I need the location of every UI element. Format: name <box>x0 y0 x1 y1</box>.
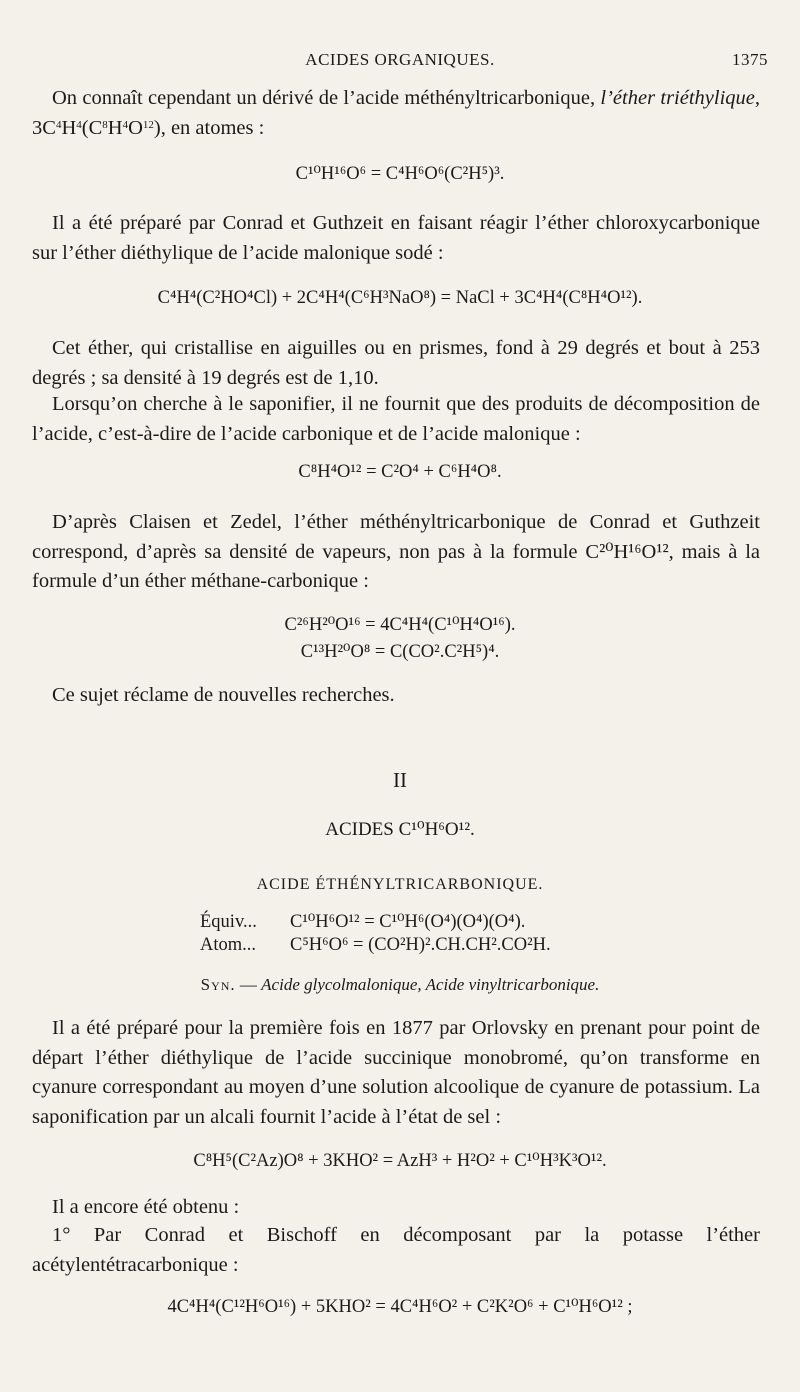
formula-conrad-bischoff: 4C⁴H⁴(C¹²H⁶O¹⁶) + 5KHO² = 4C⁴H⁶O² + C²K²O⁶ + C¹⁰H⁶O¹² ; <box>167 1297 633 1317</box>
paragraph-conrad-bischoff: 1° Par Conrad et Bischoff en décomposant par la potasse l’éther acétylentétracarbonique : <box>32 1224 760 1276</box>
section-numeral: II <box>393 768 407 792</box>
formula-orlovsky: C⁸H⁵(C²Az)O⁸ + 3KHO² = AzH³ + H²O² + C¹⁰H³K³O¹². <box>193 1151 607 1171</box>
paragraph-further-research: Ce sujet réclame de nouvelles recherches. <box>52 684 395 706</box>
formula-triethyl-ether: C¹⁰H¹⁶O⁶ = C⁴H⁶O⁶(C²H⁵)³. <box>295 164 505 184</box>
formula-preparation: C⁴H⁴(C²HO⁴Cl) + 2C⁴H⁴(C⁶H³NaO⁸) = NaCl + 3C⁴H⁴(C⁸H⁴O¹²). <box>157 288 643 308</box>
paragraph-triethyl-ether: On connaît cependant un dérivé de l’acide méthényltricarbonique, l’éther triéthylique, $3C^4H^4(C^8H^4O^{12})$, en atomes : <box>32 87 761 139</box>
formula-methane-carbonic-2: C¹³H²⁰O⁸ = C(CO².C²H⁵)⁴. <box>300 642 500 662</box>
atomic-formula-row: Atom... C⁵H⁶O⁶ = (CO²H)².CH.CH².CO²H. <box>200 935 551 955</box>
page-number: 1375 <box>732 50 768 69</box>
formula-methane-carbonic-1: C²⁶H²⁰O¹⁶ = 4C⁴H⁴(C¹⁰H⁴O¹⁶). <box>284 615 516 635</box>
running-title: ACIDES ORGANIQUES. <box>305 50 495 69</box>
section-heading: ACIDES C¹⁰H⁶O¹². <box>325 819 475 840</box>
paragraph-properties: Cet éther, qui cristallise en aiguilles ou en prismes, fond à 29 degrés et bout à 253 degrés ; sa densité à 19 degrés est de 1,10. <box>32 337 760 389</box>
paragraph-also-obtained: Il a encore été obtenu : <box>52 1196 240 1218</box>
running-header <box>0 50 800 74</box>
paragraph-claisen-zedel: D’après Claisen et Zedel, l’éther méthényltricarbonique de Conrad et Guthzeit correspond, d’après sa densité de vapeurs, non pas à la formule C²⁰H¹⁶O¹², mais à la formule d’un éther méthane-carbonique : <box>32 511 760 592</box>
equivalent-formula-row: Équiv... C¹⁰H⁶O¹² = C¹⁰H⁶(O⁴)(O⁴)(O⁴). <box>200 912 526 932</box>
paragraph-saponification: Lorsqu’on cherche à le saponifier, il ne fournit que des produits de décomposition de l’acide, c’est-à-dire de l’acide carbonique et de l’acide malonique : <box>32 393 760 445</box>
formula-decomposition: C⁸H⁴O¹² = C²O⁴ + C⁶H⁴O⁸. <box>298 462 502 482</box>
paragraph-orlovsky: Il a été préparé pour la première fois en 1877 par Orlovsky en prenant pour point de départ l’éther diéthylique de l’acide succinique monobromé, qu’on transforme en cyanure correspondant au moyen d’une solution alcoolique de cyanure de potassium. La saponification par un alcali fournit l’acide à l’état de sel : <box>32 1017 760 1128</box>
paragraph-preparation: Il a été préparé par Conrad et Guthzeit en faisant réagir l’éther chloroxycarbonique sur l’éther diéthylique de l’acide malonique sodé : <box>32 212 760 264</box>
synonyms: Syn. — Acide glycolmalonique, Acide vinyltricarbonique. <box>200 975 600 994</box>
acid-heading: ACIDE ÉTHÉNYLTRICARBONIQUE. <box>256 876 544 893</box>
